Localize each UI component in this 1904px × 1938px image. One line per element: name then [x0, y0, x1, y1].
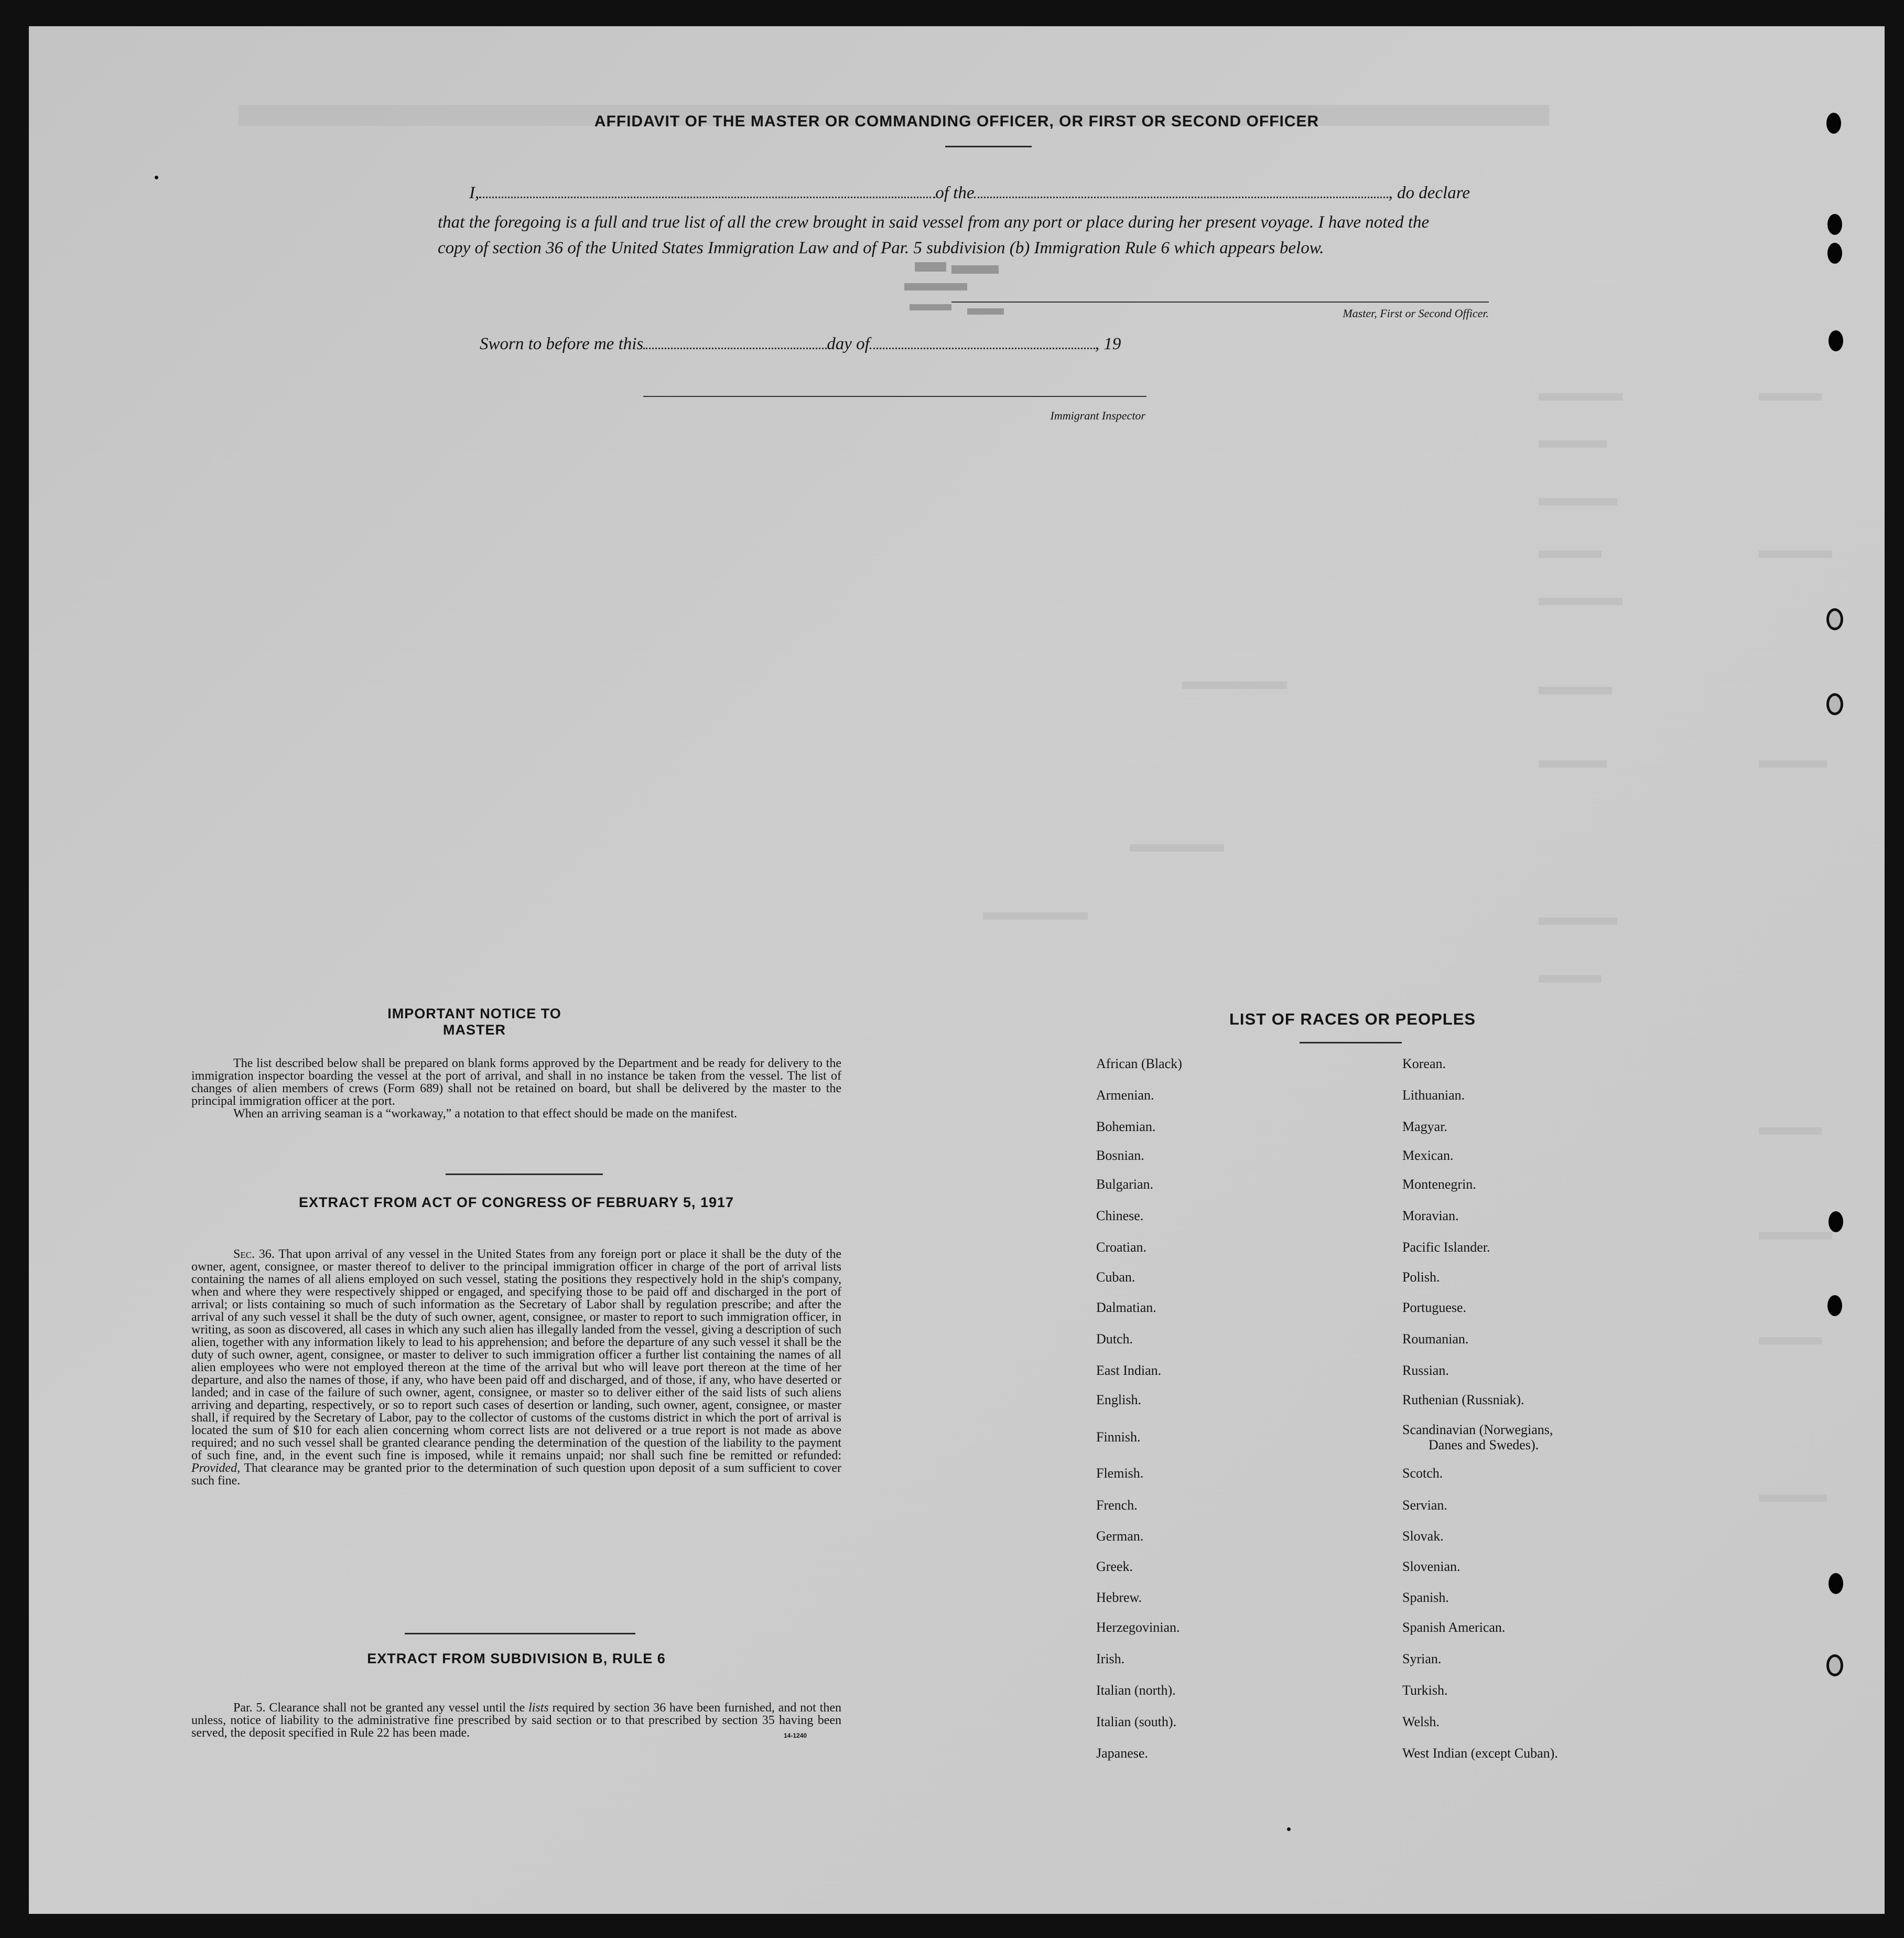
provided-word: Provided,: [191, 1461, 241, 1475]
declaration-text-line: that the foregoing is a full and true list of all the crew brought in said vessel from any port or place during her present voyage. I have noted the: [438, 213, 1430, 232]
race-item: Chinese.: [1096, 1208, 1144, 1223]
race-item: Turkish.: [1402, 1683, 1448, 1698]
race-item: Ruthenian (Russniak).: [1402, 1392, 1524, 1407]
race-item: Scotch.: [1402, 1466, 1443, 1481]
notice-paragraph: The list described below shall be prepared on blank forms approved by the Department and be ready for delivery to the immigration inspector boarding the vessel at the port of arrival, and shall in no instance be taken from the vessel. The list of changes of alien members of crews (Form 689) shall not be retained on board, but shall be delivered by the master to the principal immigration officer at the port.: [191, 1057, 841, 1108]
race-item: Syrian.: [1402, 1651, 1442, 1666]
race-item: Lithuanian.: [1402, 1088, 1465, 1103]
race-item: German.: [1096, 1528, 1144, 1544]
rule6-extract-title: EXTRACT FROM SUBDIVISION B, RULE 6: [367, 1651, 666, 1666]
binder-hole: [1826, 1654, 1843, 1676]
notice-paragraph: When an arriving seaman is a “workaway,” a notation to that effect should be made on the manifest.: [233, 1107, 737, 1121]
binder-hole: [1827, 1295, 1842, 1316]
form-number: 14-1240: [784, 1732, 807, 1739]
races-list: [29, 26, 1885, 1914]
race-item: Bosnian.: [1096, 1148, 1144, 1163]
binder-hole: [1827, 214, 1842, 235]
do-declare-label: , do declare: [1388, 184, 1470, 202]
race-item: Finnish.: [1096, 1429, 1141, 1445]
race-item: Mexican.: [1402, 1148, 1454, 1163]
race-item: Irish.: [1096, 1651, 1125, 1666]
race-item: Russian.: [1402, 1363, 1449, 1378]
race-item: East Indian.: [1096, 1363, 1162, 1378]
race-item: Armenian.: [1096, 1088, 1154, 1103]
race-item: Dutch.: [1096, 1331, 1133, 1347]
declaration-text-line: copy of section 36 of the United States Immigration Law and of Par. 5 subdivision (b) Immigration Rule 6 which appears below.: [438, 239, 1324, 257]
race-item: Slovenian.: [1402, 1559, 1461, 1574]
race-item: Korean.: [1402, 1056, 1446, 1071]
inspector-signature-label: Immigrant Inspector: [1050, 409, 1145, 422]
race-item: Bohemian.: [1096, 1119, 1156, 1134]
race-item: Japanese.: [1096, 1746, 1148, 1761]
notice-title: IMPORTANT NOTICE TO MASTER: [387, 1006, 561, 1038]
race-item: Greek.: [1096, 1559, 1133, 1574]
race-item: Pacific Islander.: [1402, 1240, 1490, 1255]
lists-word: lists: [528, 1701, 549, 1715]
race-item: Roumanian.: [1402, 1331, 1469, 1347]
race-item: Dalmatian.: [1096, 1300, 1156, 1315]
race-item: Bulgarian.: [1096, 1177, 1154, 1192]
race-item: French.: [1096, 1498, 1138, 1513]
declare-i-label: I,: [469, 184, 480, 202]
race-item: Italian (south).: [1096, 1714, 1177, 1729]
race-item: Montenegrin.: [1402, 1177, 1476, 1192]
binder-hole: [1826, 693, 1843, 715]
binder-hole: [1829, 1211, 1843, 1232]
sworn-year-label: , 19: [1095, 335, 1121, 353]
race-item: West Indian (except Cuban).: [1402, 1746, 1558, 1761]
binder-hole: [1827, 243, 1842, 264]
race-item: Croatian.: [1096, 1240, 1147, 1255]
race-item: Flemish.: [1096, 1466, 1144, 1481]
stray-ink-dot: [1287, 1827, 1291, 1831]
declare-of-the-label: of the: [935, 184, 975, 202]
affidavit-title: AFFIDAVIT OF THE MASTER OR COMMANDING OFFICER, OR FIRST OR SECOND OFFICER: [594, 113, 1319, 130]
binder-hole: [1829, 330, 1843, 351]
race-item: Portuguese.: [1402, 1300, 1467, 1315]
form-sheet: [29, 26, 1885, 1914]
stray-ink-dot: [155, 176, 158, 179]
race-item: Servian.: [1402, 1498, 1447, 1513]
act-extract-title: EXTRACT FROM ACT OF CONGRESS OF FEBRUARY 5, 1917: [298, 1194, 734, 1210]
binder-hole: [1829, 1573, 1843, 1594]
sworn-day-of-label: day of: [827, 335, 870, 353]
race-item: Spanish.: [1402, 1590, 1449, 1605]
races-list-title: LIST OF RACES OR PEOPLES: [1229, 1010, 1476, 1028]
race-item: Magyar.: [1402, 1119, 1447, 1134]
master-signature-label: Master, First or Second Officer.: [1343, 307, 1489, 320]
act-text-continued: That clearance may be granted prior to the determination of such question upon deposit of a sum sufficient to cover such fine.: [191, 1461, 841, 1488]
race-item: Slovak.: [1402, 1528, 1444, 1544]
race-item: Polish.: [1402, 1269, 1440, 1285]
act-text: That upon arrival of any vessel in the United States from any foreign port or place it shall be the duty of the owner, agent, consignee, or master thereof to deliver to the principal immigration officer in charge of the port of arrival lists containing the names of all aliens employed on such vessel, stating the positions they respectively hold in the ship's company, when and where they were respectively shipped or engaged, and specifying those to be paid off and discharged in the port of arrival; or lists containing so much of such information as the Secretary of Labor shall by regulation prescribe; and after the arrival of any such vessel it shall be the duty of such owner, agent, consignee, or master to report to such immigration officer, in writing, as soon as discovered, all cases in which any such alien has illegally landed from the vessel, giving a description of such alien, together with any information likely to lead to his apprehension; and before the departure of any such vessel it shall be the duty of such owner, agent, consignee, or master to deliver to such immigration officer a further list containing the names of all alien employees who were not employed thereon at the time of the arrival but who will leave port thereon at the time of her departure, and also the names of those, if any, who have been paid off and discharged, and of those, if any, who have deserted or landed; and in case of the failure of such owner, agent, consignee, or master so to deliver either of the said lists of such aliens arriving and departing, respectively, or so to report such cases of desertion or landing, such owner, agent, consignee, or master shall, if required by the Secretary of Labor, pay to the collector of customs of the customs district in which the port of arrival is located the sum of $10 for each alien concerning whom correct lists are not delivered or a true report is not made as above required; and no such vessel shall be granted clearance pending the determination of the question of the liability to the payment of such fine, and, in the event such fine is imposed, while it remains unpaid; nor shall such fine be remitted or refunded:: [191, 1247, 841, 1462]
binder-hole: [1826, 113, 1841, 134]
race-item: Welsh.: [1402, 1714, 1440, 1729]
race-item: Moravian.: [1402, 1208, 1459, 1223]
binder-hole: [1826, 608, 1843, 630]
race-item: Italian (north).: [1096, 1683, 1176, 1698]
section-label: Sec. 36.: [233, 1247, 275, 1261]
race-item: Spanish American.: [1402, 1620, 1506, 1635]
rule6-text: Par. 5. Clearance shall not be granted any vessel until the: [233, 1701, 525, 1715]
race-item: English.: [1096, 1392, 1141, 1407]
race-item-continuation: Danes and Swedes).: [1429, 1437, 1539, 1452]
race-item: African (Black): [1096, 1056, 1182, 1071]
race-item: Scandinavian (Norwegians,: [1402, 1422, 1553, 1437]
race-item: Herzegovinian.: [1096, 1620, 1180, 1635]
sworn-prefix-label: Sworn to before me this: [480, 335, 644, 353]
rule6-text-continued: required by section 36 have been furnished, and not then unless, notice of liability to the administrative fine prescribed by said section or to that prescribed by section 35 having been served, the deposit specified in Rule 22 has been made.: [191, 1701, 841, 1740]
race-item: Hebrew.: [1096, 1590, 1142, 1605]
race-item: Cuban.: [1096, 1269, 1135, 1285]
